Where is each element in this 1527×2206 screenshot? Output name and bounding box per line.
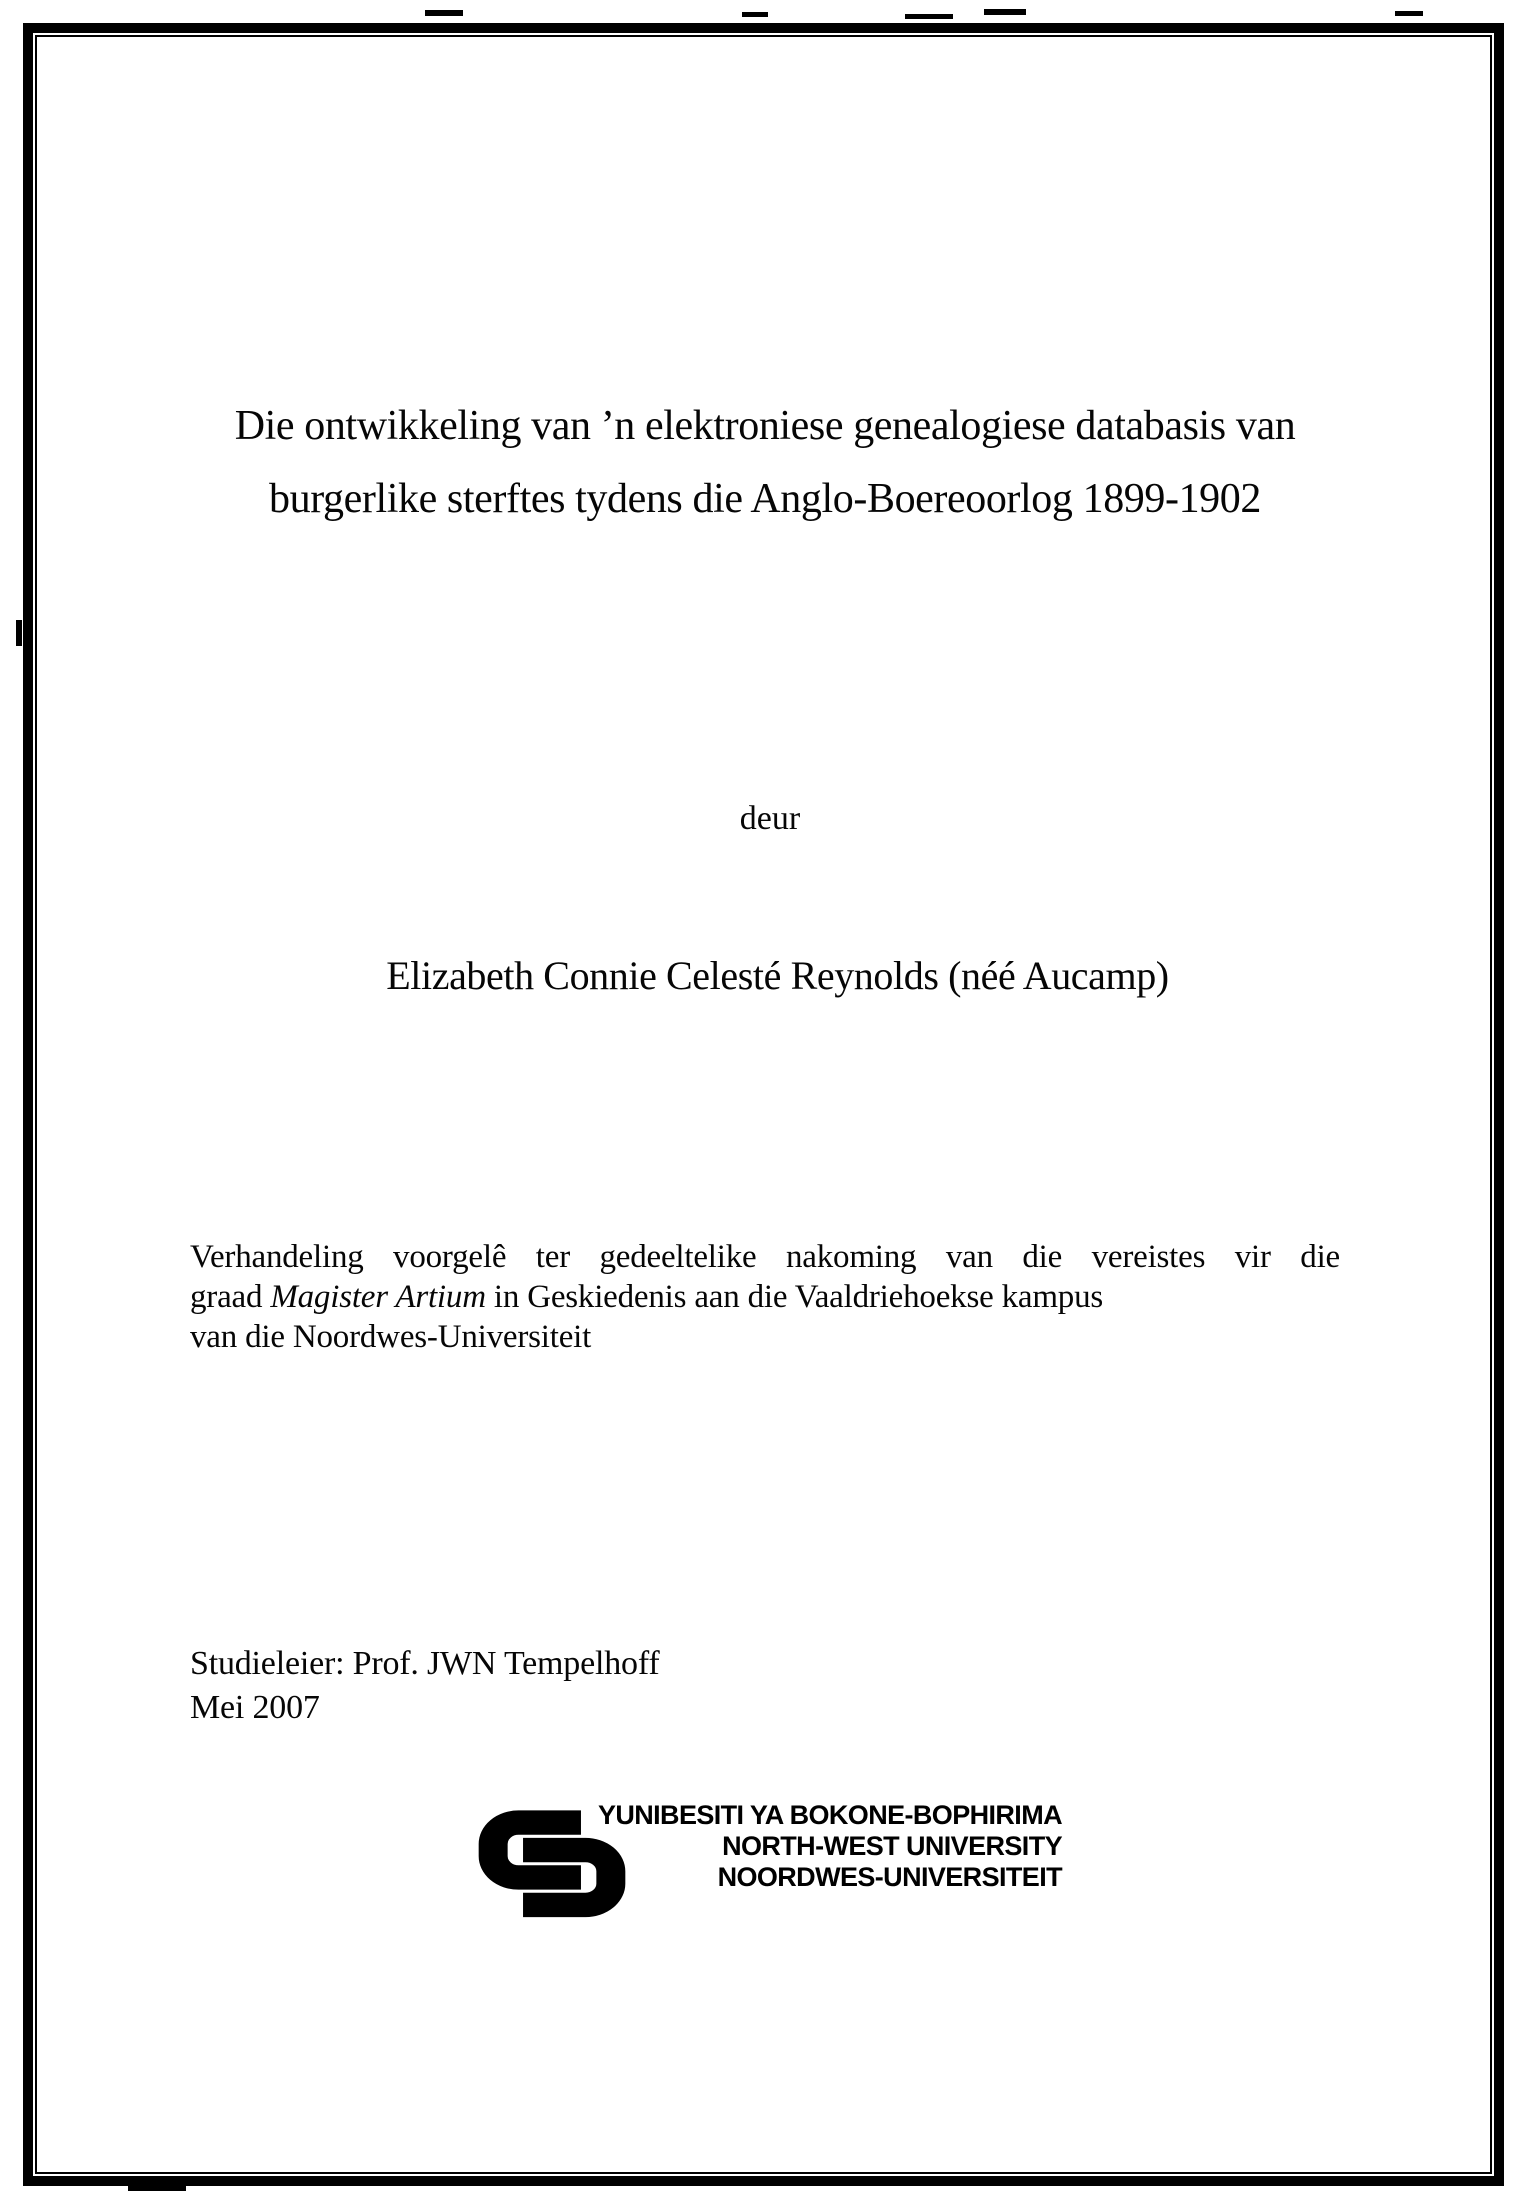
byline-preposition: deur xyxy=(739,800,801,837)
statement-line2 xyxy=(190,1277,1340,1317)
logo-text-setswana: YUNIBESITI YA BOKONE-BOPHIRIMA xyxy=(597,1800,1062,1830)
supervisor-line: Studieleier: Prof. JWN Tempelhoff xyxy=(190,1645,660,1682)
thesis-statement xyxy=(190,1237,1340,1357)
statement-line3: van die Noordwes-Universiteit xyxy=(190,1319,592,1355)
scan-artifact xyxy=(1395,11,1423,16)
date-line: Mei 2007 xyxy=(190,1689,320,1726)
scan-artifact xyxy=(905,14,953,19)
scan-artifact xyxy=(16,620,22,646)
scan-artifact xyxy=(425,10,463,16)
statement-line1: Verhandeling voorgelê ter gedeeltelike nakoming van die vereistes vir die xyxy=(190,1239,1340,1275)
statement-line2-prefix: graad xyxy=(190,1279,271,1315)
university-logo-text xyxy=(562,1800,1062,1893)
thesis-title-line2: burgerlike sterftes tydens die Anglo-Boereoorlog 1899-1902 xyxy=(269,476,1261,522)
supervisor-block xyxy=(190,1642,659,1730)
statement-line2-suffix: in Geskiedenis aan die Vaaldriehoekse kampus xyxy=(485,1279,1104,1315)
scan-artifact xyxy=(742,12,768,17)
logo-text-afrikaans: NOORDWES-UNIVERSITEIT xyxy=(717,1862,1062,1892)
thesis-title-line1: Die ontwikkeling van ’n elektroniese genealogiese databasis van xyxy=(234,403,1296,449)
logo-text-english: NORTH-WEST UNIVERSITY xyxy=(722,1831,1062,1861)
degree-name: Magister Artium xyxy=(270,1279,486,1315)
thesis-title xyxy=(120,390,1410,536)
scan-artifact xyxy=(128,2186,186,2191)
scan-artifact xyxy=(984,9,1026,15)
author-name: Elizabeth Connie Celesté Reynolds (néé Aucamp) xyxy=(386,953,1169,998)
